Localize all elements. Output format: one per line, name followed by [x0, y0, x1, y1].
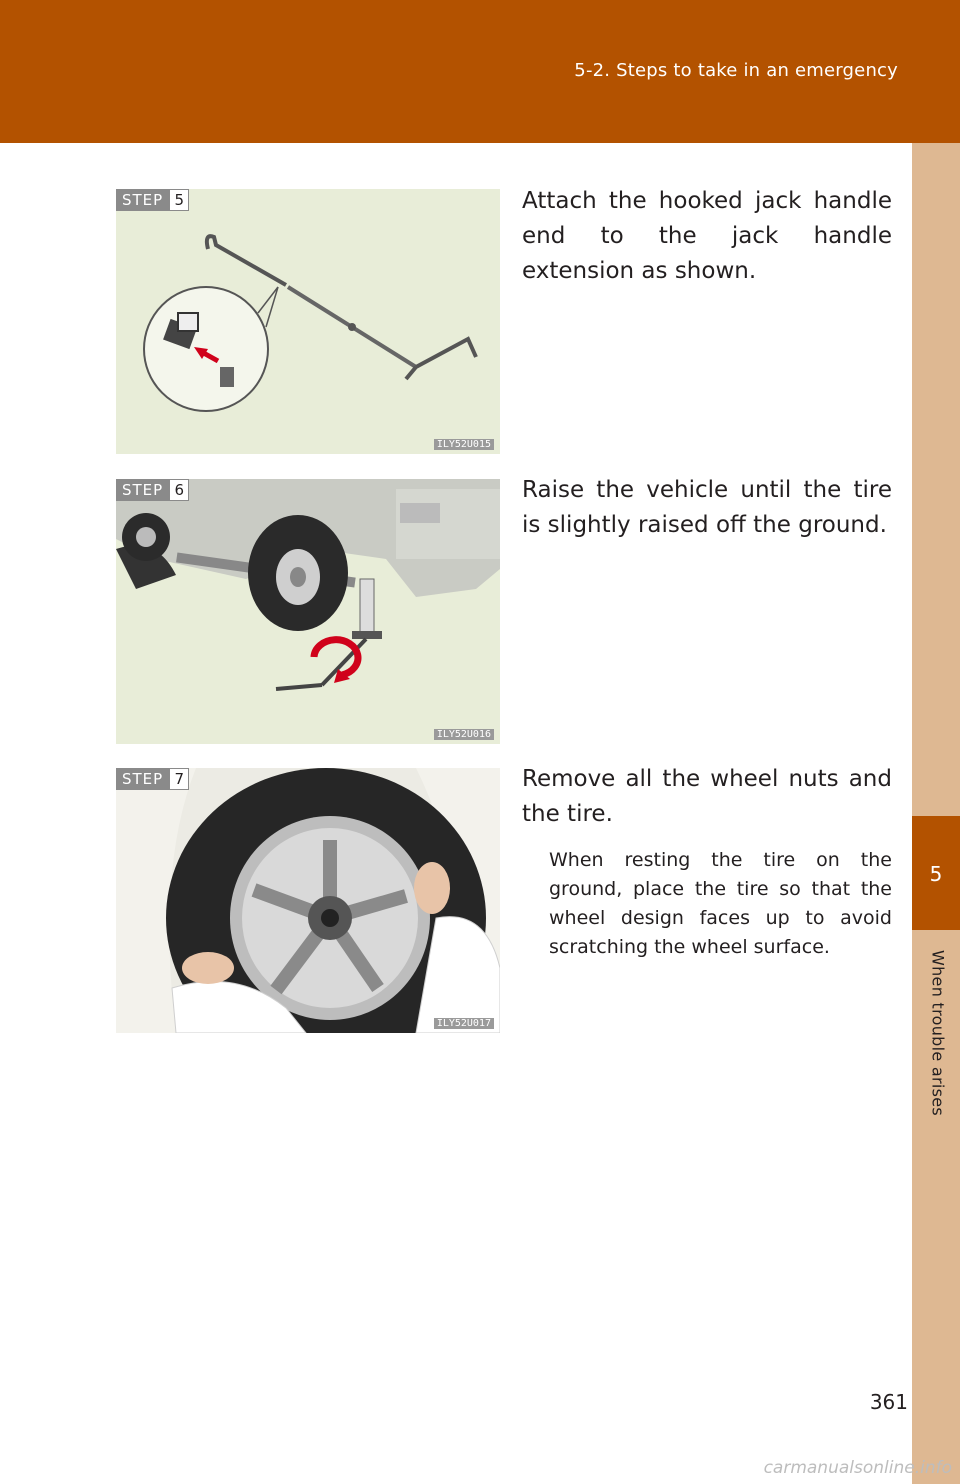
step-badge	[116, 189, 189, 211]
step-badge	[116, 768, 189, 790]
step-word: STEP	[116, 189, 169, 211]
figure-step-6	[116, 479, 500, 744]
step-number: 6	[169, 479, 189, 501]
figure-code: ILY52U016	[434, 729, 494, 740]
step-6-instruction: Raise the vehicle until the tire is slightly raised off the ground.	[522, 477, 892, 538]
step-word: STEP	[116, 768, 169, 790]
chapter-label	[918, 950, 958, 1150]
chapter-side-tab	[912, 143, 960, 1484]
chapter-number: 5	[929, 862, 943, 886]
chapter-header-bar	[0, 0, 960, 143]
step-word: STEP	[116, 479, 169, 501]
jack-handle-illustration	[116, 189, 500, 454]
vehicle-jack-illustration	[116, 479, 500, 744]
step-badge	[116, 479, 189, 501]
step-number: 5	[169, 189, 189, 211]
watermark-url: carmanualsonline.info	[763, 1458, 952, 1478]
section-title: 5-2. Steps to take in an emergency	[574, 60, 898, 81]
figure-code: ILY52U017	[434, 1018, 494, 1029]
step-5-instruction: Attach the hooked jack handle end to the jack handle extension as shown.	[522, 188, 892, 284]
figure-step-7	[116, 768, 500, 1033]
page-number: 361	[869, 1390, 908, 1414]
step-7-note: When resting the tire on the ground, place the tire so that the wheel design faces up to avoid scratching the wheel surface.	[549, 849, 892, 958]
step-number: 7	[169, 768, 189, 790]
figure-code: ILY52U015	[434, 439, 494, 450]
tire-removal-illustration	[116, 768, 500, 1033]
step-7-instruction: Remove all the wheel nuts and the tire.	[522, 766, 892, 827]
figure-step-5	[116, 189, 500, 454]
chapter-label-text: When trouble arises	[928, 950, 948, 1117]
